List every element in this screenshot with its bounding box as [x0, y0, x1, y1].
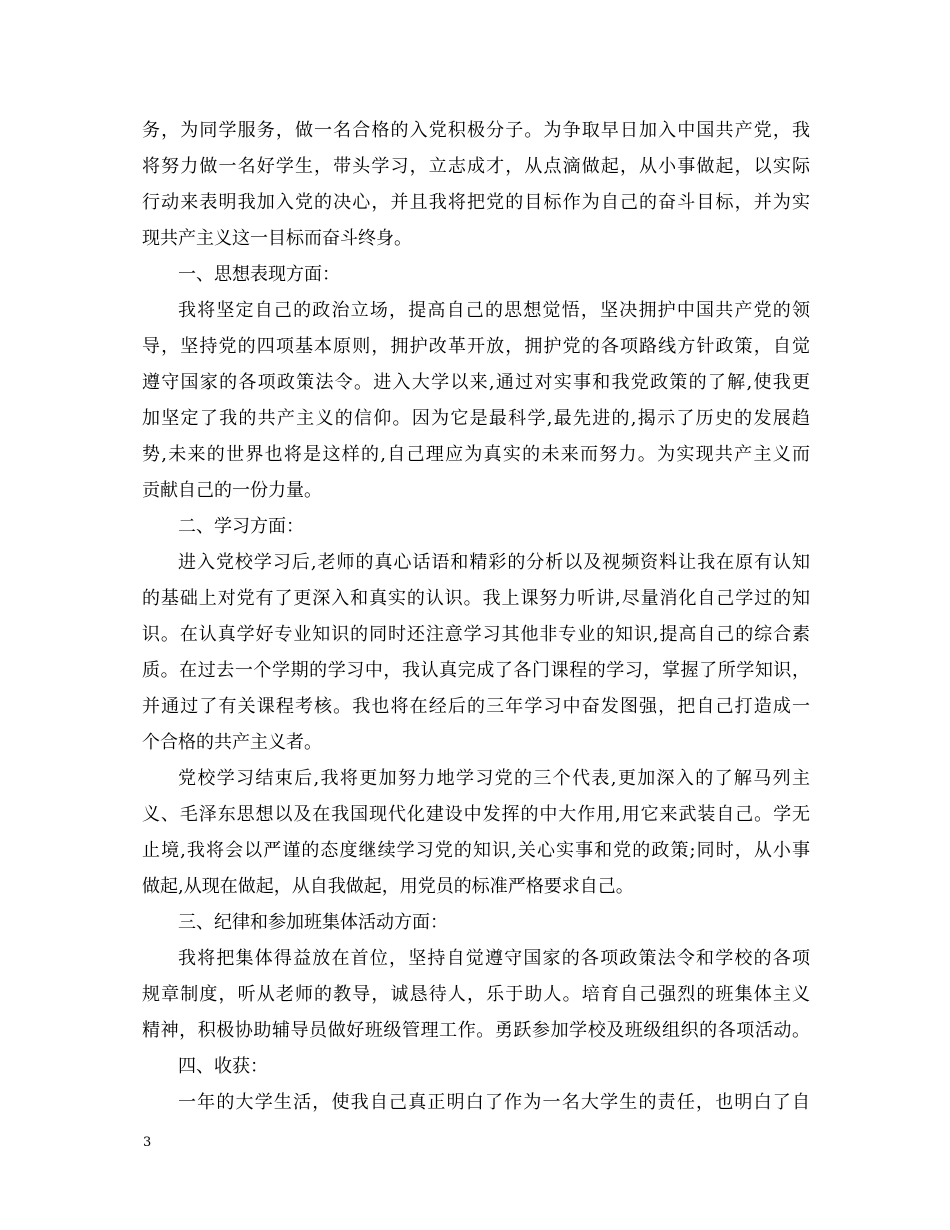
- text-line: 遵守国家的各项政策法令。进入大学以来,通过对实事和我党政策的了解,使我更: [142, 372, 810, 393]
- text-line: 现共产主义这一目标而奋斗终身。: [142, 228, 412, 249]
- text-line: 贡献自己的一份力量。: [142, 480, 322, 501]
- text-line: 三、纪律和参加班集体活动方面：: [178, 912, 448, 933]
- text-line: 势,未来的世界也将是这样的,自己理应为真实的未来而努力。为实现共产主义而: [142, 444, 810, 465]
- text-line: 将努力做一名好学生，带头学习，立志成才，从点滴做起，从小事做起，以实际: [142, 156, 810, 177]
- text-line: 我将坚定自己的政治立场，提高自己的思想觉悟，坚决拥护中国共产党的领: [178, 300, 810, 321]
- text-line: 并通过了有关课程考核。我也将在经后的三年学习中奋发图强，把自己打造成一: [142, 696, 810, 717]
- text-line: 精神，积极协助辅导员做好班级管理工作。勇跃参加学校及班级组织的各项活动。: [142, 1020, 810, 1041]
- text-line: 质。在过去一个学期的学习中，我认真完成了各门课程的学习，掌握了所学知识，: [142, 660, 810, 681]
- text-line: 规章制度，听从老师的教导，诚恳待人，乐于助人。培育自己强烈的班集体主义: [142, 984, 810, 1005]
- text-line: 四、收获：: [178, 1056, 268, 1077]
- text-line: 行动来表明我加入党的决心，并且我将把党的目标作为自己的奋斗目标，并为实: [142, 192, 810, 213]
- text-line: 做起,从现在做起，从自我做起，用党员的标准严格要求自己。: [142, 876, 634, 897]
- text-line: 导，坚持党的四项基本原则，拥护改革开放，拥护党的各项路线方针政策，自觉: [142, 336, 810, 357]
- text-line: 我将把集体得益放在首位，坚持自觉遵守国家的各项政策法令和学校的各项: [178, 948, 810, 969]
- text-line: 二、学习方面：: [178, 516, 304, 537]
- text-line: 个合格的共产主义者。: [142, 732, 322, 753]
- text-line: 一、思想表现方面：: [178, 264, 340, 285]
- document-body: [142, 113, 810, 1121]
- text-line: 加坚定了我的共产主义的信仰。因为它是最科学,最先进的,揭示了历史的发展趋: [142, 408, 810, 429]
- text-line: 一年的大学生活，使我自己真正明白了作为一名大学生的责任，也明白了自: [178, 1092, 810, 1113]
- text-line: 止境,我将会以严谨的态度继续学习党的知识,关心实事和党的政策;同时，从小事: [142, 840, 810, 861]
- text-line: 的基础上对党有了更深入和真实的认识。我上课努力听讲,尽量消化自己学过的知: [142, 588, 810, 609]
- text-line: 党校学习结束后,我将更加努力地学习党的三个代表,更加深入的了解马列主: [178, 768, 810, 789]
- text-line: 进入党校学习后,老师的真心话语和精彩的分析以及视频资料让我在原有认知: [178, 552, 810, 573]
- text-line: 务，为同学服务，做一名合格的入党积极分子。为争取早日加入中国共产党，我: [142, 120, 810, 141]
- text-line: 义、毛泽东思想以及在我国现代化建设中发挥的中大作用,用它来武装自己。学无: [142, 804, 810, 825]
- text-line: 识。在认真学好专业知识的同时还注意学习其他非专业的知识,提高自己的综合素: [142, 624, 810, 645]
- page-number: 3: [143, 1135, 152, 1150]
